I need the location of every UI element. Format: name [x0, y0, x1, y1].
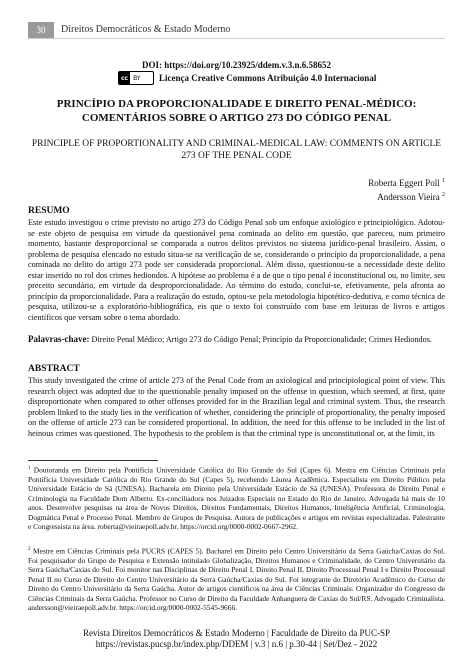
article-title-pt: PRINCÍPIO DA PROPORCIONALIDADE E DIREITO PENAL-MÉDICO: COMENTÁRIOS SOBRE O ARTIGO 273 DO CÓDIGO PENAL [56, 98, 417, 124]
journal-name: Direitos Democráticos & Estado Moderno [61, 24, 231, 35]
keywords-label: Palavras-chave: [28, 334, 90, 344]
abstract-text: This study investigated the crime of article 273 of the Penal Code from an axiological and principiological point of view. This research object was adopted due to the questionable penalty imposed on the offense in question, which seemed, at first, quite disproportionate when compared to other offenses provided for in the Brazilian legal and criminal system. Thus, the research problem linked to the study lies in the verification of whether, considering the principle of proportionality, the penalty imposed on the offense of article 273 can be considered proportional. In addition, the need for this offense to be included in the list of heinous crimes was questioned. The hypothesis to the problem is that the criminal type is unconstitutional or, at the limit, its [28, 376, 445, 438]
cc-badge-label: cc [119, 72, 130, 84]
resumo-text: Este estudo investigou o crime previsto no artigo 273 do Código Penal sob um enfoque axiológico e principiológico. Adotou-se este objeto de pesquisa em virtude da questionável pena cominada ao delito em questão, que pareceu, num primeiro momento, bastante desproporcional se comparada a outros delitos previstos no sistema jurídico-penal brasileiro. Assim, o problema de pesquisa elencado no estudo situa-se na verificação de se, considerando o princípio da proporcionalidade, a pena cominada no delito do artigo 273 pode ser considerada proporcional. Além disso, questionou-se a necessidade deste delito estar inserido no rol dos crimes hediondos. A hipótese ao problema é a de que o tipo penal é inconstitucional ou, no limite, seu preceito secundário, em virtude da desproporcionalidade. Ao término do estudo, conclui-se, efetivamente, pela afronta ao princípio da proporcionalidade. Para a realização do estudo, optou-se pela metodologia hipotético-dedutiva, e como técnica de pesquisa, utilizou-se a exploratório-bibliográfica, eis que o texto foi construído com base em leituras de livros e artigos científicos que versam sobre o tema abordado. [28, 218, 445, 322]
footnote-text: Mestre em Ciências Criminais pela PUCRS (CAPES 5). Bacharel em Direito pelo Centro Universitário da Serra Gaúcha/Caxias do Sul. Foi pesquisador do Grupo de Pesquisa e Extensão intitulado Globalização, Direitos Humanos e Criminalidade, do Centro Universitário da Serra Gaúcha/Caxias do Sul. Foi monitor nas Disciplinas de Direito Penal I, Direito Penal II, Direito Processual Penal I e Direito Processual Penal II no Curso de Direito do Centro Universitário da Serra Gaúcha/Caxias do Sul. Foi integrante do Diretório Acadêmico do Curso de Direito do Centro Universitário da Serra Gaúcha. Autor de artigos científicos na área de Ciências Criminais. Organizador do Congresso de Ciências Criminais da Serra Gaúcha. Professor no Curso de Direito da Faculdade Anhanguera de Caxias do Sul/RS. Advogado Criminalista. andersson@vieiraepoll.adv.br. https://orcid.org/0000-0002-5545-9666. [28, 546, 445, 613]
footnote-marker: 2 [28, 547, 31, 552]
keywords [28, 334, 445, 346]
author-name: Andersson Vieira [377, 192, 440, 202]
running-header [28, 22, 445, 39]
by-badge-label: BY [133, 74, 141, 82]
footnote-ref[interactable]: 1 [442, 178, 445, 184]
creative-commons-icon[interactable] [118, 71, 154, 85]
footer-journal: Revista Direitos Democráticos & Estado Moderno | Faculdade de Direito da PUC-SP [83, 628, 390, 638]
author-list [368, 175, 445, 203]
doi-link[interactable]: DOI: https://doi.org/10.23925/ddem.v.3.n.6.58652 [142, 60, 332, 70]
article-title-en: PRINCIPLE OF PROPORTIONALITY AND CRIMINAL-MEDICAL LAW: COMMENTS ON ARTICLE 273 OF THE PENAL CODE [31, 139, 442, 161]
footer-url[interactable]: https://revistas.pucsp.br/index.php/DDEM | v.3 | n.6 | p.30-44 | Set/Dez - 2022 [95, 639, 378, 649]
footnote-divider [28, 460, 158, 461]
license-text[interactable]: Licença Creative Commons Atribuição 4.0 Internacional [159, 73, 377, 83]
page-number: 30 [28, 22, 54, 38]
footnote-marker: 1 [28, 466, 31, 471]
footnote-text: Doutoranda em Direito pela Pontifícia Universidade Católica do Rio Grande do Sul (Capes 6). Mestra em Ciências Criminais pela Pontifícia Universidade Católica do Rio Grande do Sul (Capes 5), recebendo Láurea Acadêmica. Especialista em Direito Público pela Universidade Estácio de Sá (UNESA). Bacharela em Direito pela Universidade Estácio de Sá (UNESA). Professora de Direito Penal e Criminologia na Faculdade Dom Alberto. Ex-conciliadora nos Juizados Especiais no Estado do Rio de Janeiro. Advogada há mais de 10 anos. Desenvolve pesquisas na área de Novos Direitos, Direitos Fundamentais, Direitos Humanos, Inteligência Artificial, Criminologia, Dogmática Penal e Processo Penal. Membro de Grupos de Pesquisa. Autora de publicações e artigos em revistas especializadas. Palestrante e Congressista na área. roberta@vieiraepoll.adv.br. https://orcid.org/0000-0002-0667-2962. [28, 465, 445, 532]
author-2 [368, 189, 445, 203]
footnote-1 [28, 464, 445, 532]
keywords-text: Direito Penal Médico; Artigo 273 do Código Penal; Princípio da Proporcionalidade; Crimes Hediondos. [91, 335, 432, 344]
abstract-heading: ABSTRACT [28, 364, 80, 374]
license-row [118, 71, 376, 85]
footnote-ref[interactable]: 2 [442, 192, 445, 198]
footnote-2 [28, 545, 445, 613]
resumo-heading: RESUMO [28, 206, 70, 216]
author-name: Roberta Eggert Poll [368, 178, 440, 188]
author-1 [368, 175, 445, 189]
page-footer [28, 628, 445, 650]
